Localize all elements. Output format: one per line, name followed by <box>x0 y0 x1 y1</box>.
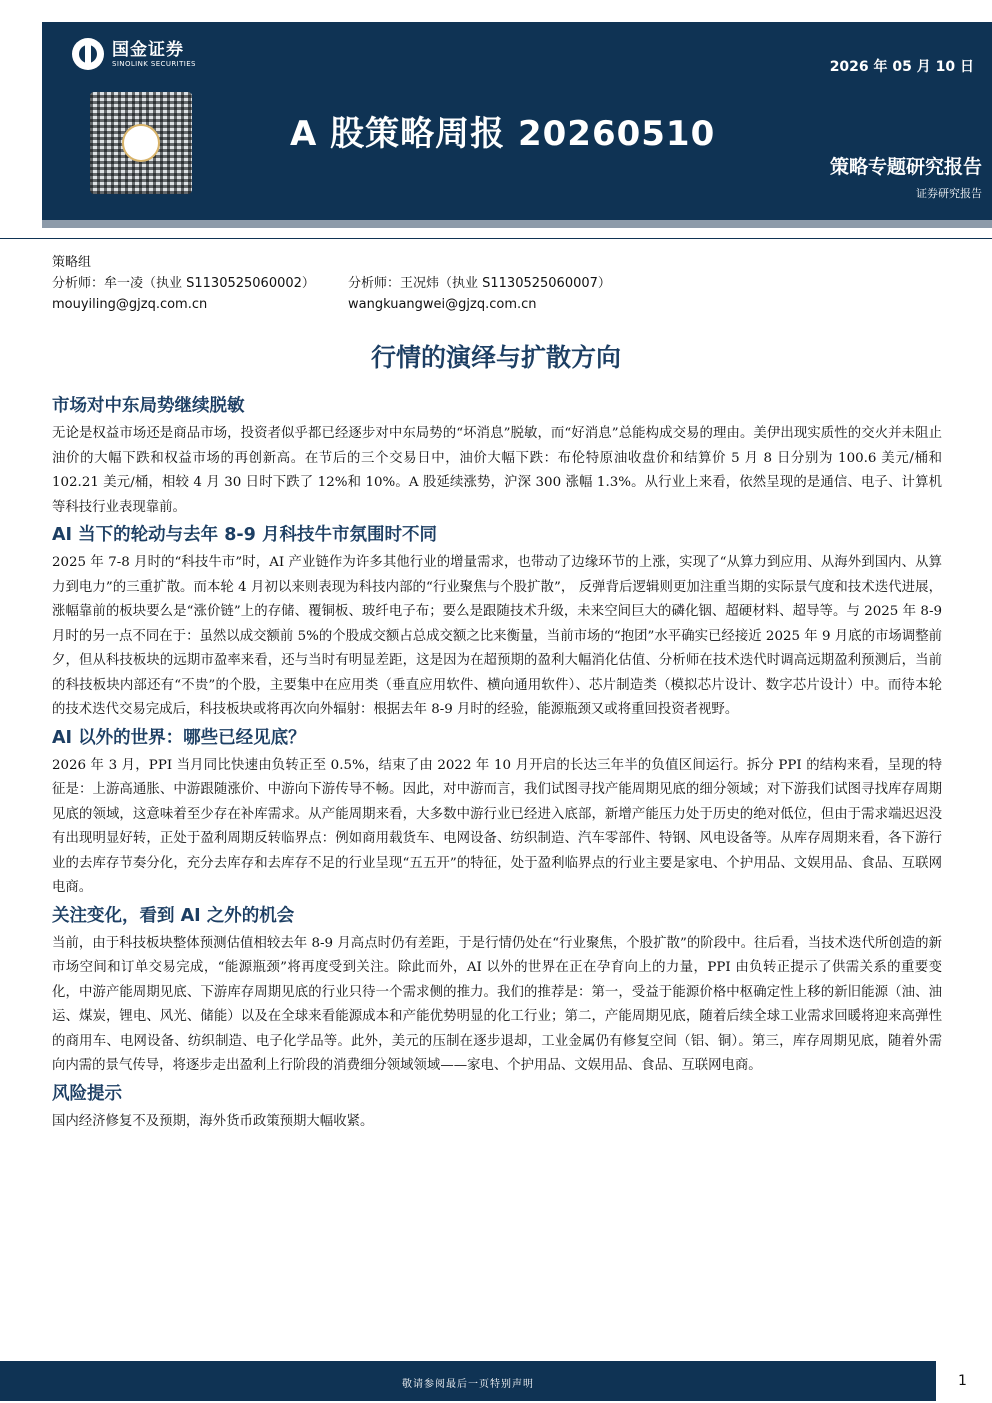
report-category: 证券研究报告 <box>916 187 982 200</box>
header-divider <box>0 238 992 239</box>
section-title: AI 当下的轮动与去年 8-9 月科技牛市氛围时不同 <box>52 525 437 545</box>
qr-code-center-logo <box>122 124 160 162</box>
section-title: AI 以外的世界：哪些已经见底？ <box>52 727 306 748</box>
analyst-block <box>52 252 611 315</box>
analyst-2-name: 分析师：王况炜（执业 S1130525060007） <box>348 276 611 291</box>
sinolink-logo-icon <box>72 38 104 70</box>
section-title: 风险提示 <box>52 1083 122 1104</box>
section-paragraph: 国内经济修复不及预期，海外货币政策预期大幅收紧。 <box>52 1113 374 1129</box>
logo-cn-text: 国金证券 <box>112 39 184 60</box>
page-number: 1 <box>958 1373 967 1389</box>
section-paragraph: 无论是权益市场还是商品市场，投资者似乎都已经逐步对中东局势的“坏消息”脱敏，而“好消息”总能构成交易的理由。美伊出现实质性的交火并未阻止油价的大幅下跌和权益市场的再创新高。在节后的三个交易日中，油价大幅下跌：布伦特原油收盘价和结算价 5 月 8 日分别为 100.6 美元/桶和 102.21 美元/桶，相较 4 月 30 日时下跌了 12%和 10%。A 股延续涨势，沪深 300 涨幅 1.3%。从行业上来看，依然呈现的是通信、电子、计算机等科技行业表现靠前。 <box>52 426 942 515</box>
section-paragraph: 当前，由于科技板块整体预测估值相较去年 8-9 月高点时仍有差距，于是行情仍处在“行业聚焦，个股扩散”的阶段中。往后看，当技术迭代所创造的新市场空间和订单交易完成，“能源瓶颈”将再度受到关注。除此而外，AI 以外的世界在正在孕育向上的力量，PPI 由负转正提示了供需关系的重要变化，中游产能周期见底、下游库存周期见底的行业只待一个需求侧的推力。我们的推荐是：第一，受益于能源价格中枢确定性上移的新旧能源（油、油运、煤炭，锂电、风光、储能）以及在全球来看能源成本和产能优势明显的化工行业；第二，产能周期见底，随着后续全球工业需求回暖将迎来高弹性的商用车、电网设备、纺织制造、电子化学品等。此外，美元的压制在逐步退却，工业金属仍有修复空间（铝、铜）。第三，库存周期见底，随着外需向内需的景气传导，将逐步走出盈利上行阶段的消费细分领域领域——家电、个护用品、文娱用品、食品、互联网电商。 <box>52 935 942 1073</box>
section-title: 市场对中东局势继续脱敏 <box>52 396 245 416</box>
main-heading: 行情的演绎与扩散方向 <box>370 343 621 372</box>
analyst-1-email[interactable]: mouyiling@gjzq.com.cn <box>52 297 208 312</box>
report-body <box>52 394 942 1137</box>
report-title: A 股策略周报 20260510 <box>290 114 716 154</box>
section-paragraph: 2026 年 3 月，PPI 当月同比快速由负转正至 0.5%，结束了由 2022 年 10 月开启的长达三年半的负值区间运行。拆分 PPI 的结构来看，呈现的特征是：上游高通胀、中游跟随涨价、中游向下游传导不畅。因此，对中游而言，我们试图寻找产能周期见底的细分领域；对下游我们试图寻找库存周期见底的领域，这意味着至少存在补库需求。从产能周期来看，大多数中游行业已经进入底部，新增产能压力处于历史的绝对低位，但由于需求端迟迟没有出现明显好转，正处于盈利周期反转临界点：例如商用载货车、电网设备、纺织制造、汽车零部件、特钢、风电设备等。从库存周期来看，各下游行业的去库存节奏分化，充分去库存和去库存不足的行业呈现“五五开”的特征，处于盈利临界点的行业主要是家电、个护用品、文娱用品、食品、互联网电商。 <box>52 757 942 895</box>
footer-disclaimer[interactable]: 敬请参阅最后一页特别声明 <box>402 1379 534 1390</box>
analyst-2-email[interactable]: wangkuangwei@gjzq.com.cn <box>348 297 537 312</box>
analyst-group: 策略组 <box>52 255 92 270</box>
analyst-1-name: 分析师：牟一凌（执业 S1130525060002） <box>52 276 315 291</box>
company-logo <box>72 38 196 70</box>
report-type: 策略专题研究报告 <box>829 156 982 178</box>
report-date: 2026 年 05 月 10 日 <box>829 59 974 75</box>
logo-en-text: SINOLINK SECURITIES <box>112 59 196 68</box>
section-title: 关注变化，看到 AI 之外的机会 <box>52 905 295 926</box>
section-paragraph: 2025 年 7-8 月时的“科技牛市”时，AI 产业链作为许多其他行业的增量需求，也带动了边缘环节的上涨，实现了“从算力到应用、从海外到国内、从算力到电力”的三重扩散。而本轮 4 月初以来则表现为科技内部的“行业聚焦与个股扩散”， 反弹背后逻辑则更加注重当期的实际景气度和技术迭代进展，涨幅靠前的板块要么是“涨价链”上的存储、覆铜板、玻纤电子布；要么是跟随技术升级，未来空间巨大的磷化铟、超硬材料、超导等。与 2025 年 8-9 月时的另一点不同在于：虽然以成交额前 5%的个股成交额占总成交额之比来衡量，当前市场的“抱团”水平确实已经接近 2025 年 9 月底的市场调整前夕，但从科技板块的远期市盈率来看，还与当时有明显差距，这是因为在超预期的盈利大幅消化估值、分析师在技术迭代时调高远期盈利预测后，当前的科技板块内部还有“不贵”的个股，主要集中在应用类（垂直应用软件、横向通用软件）、芯片制造类（模拟芯片设计、数字芯片设计）中。而待本轮的技术迭代交易完成后，科技板块或将再次向外辐射：根据去年 8-9 月时的经验，能源瓶颈又或将重回投资者视野。 <box>52 555 942 717</box>
